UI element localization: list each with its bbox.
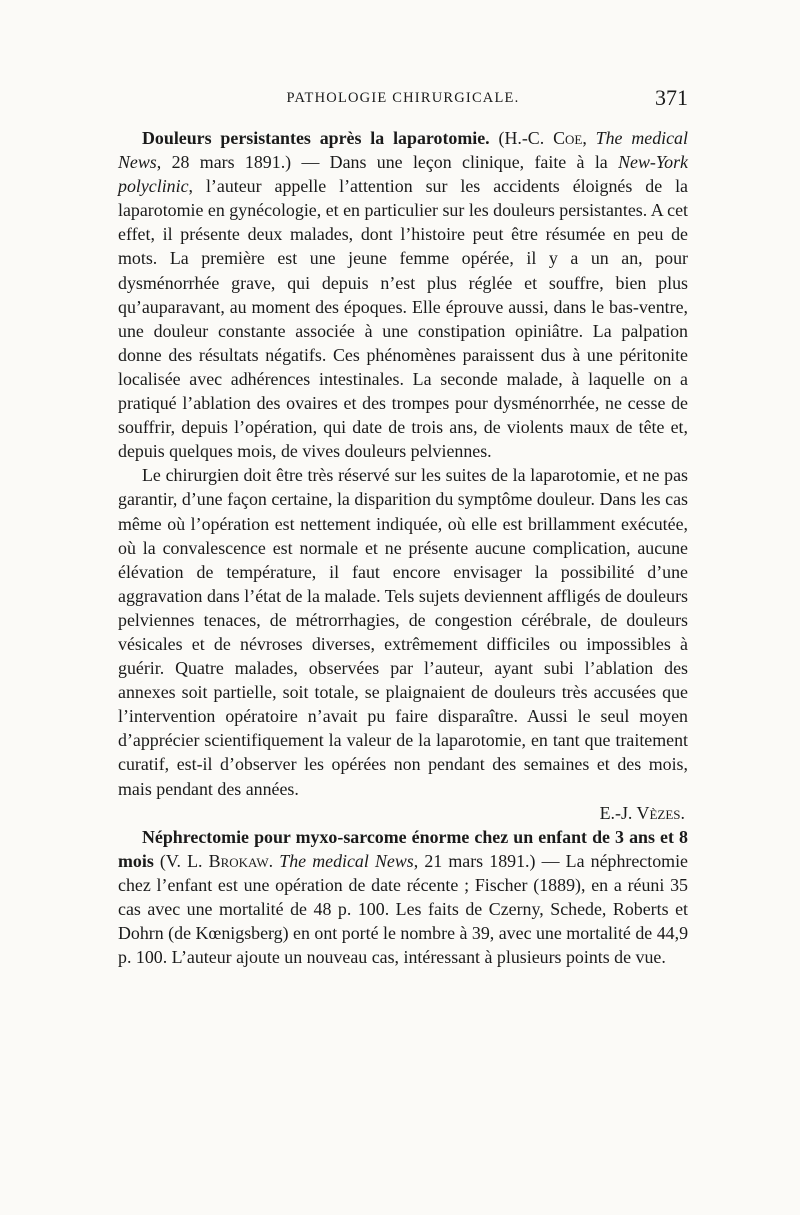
citation-author: Brokaw [208, 850, 269, 871]
citation-date: , 28 mars 1891.) — Dans une leçon clinique, faite à la [156, 152, 619, 173]
article-paragraph: Le chirurgien doit être très réservé sur les suites de la laparotomie, et ne pas garantir, d’une façon certaine, la disparition du symptôme douleur. Dans les cas même où l’opération est nettement indiquée, où elle est brillamment exécutée, où la convalescence est normale et ne présente aucune complication, aucune élévation de température, il faut encore envisager la possibilité d’une aggravation dans l’état de la malade. Tels sujets deviennent affligés de douleurs pelviennes tenaces, de métrorrhagies, de congestion cérébrale, de douleurs vésicales et de névroses diverses, extrêmement difficiles ou impossibles à guérir. Quatre malades, observées par l’auteur, ayant subi l’ablation des annexes soit partielle, soit totale, se plaignaient de douleurs très accusées que l’intervention opératoire n’avait pu faire disparaître. Aussi le seul moyen d’apprécier scientifiquement la valeur de la laparotomie, en tant que traitement curatif, est-il d’observer les opérées non pendant des semaines et des mois, mais pendant des années. [118, 465, 688, 799]
citation-separator: . [268, 850, 280, 871]
running-head: PATHOLOGIE CHIRURGICALE. [286, 90, 520, 106]
body-text [118, 126, 688, 969]
citation-journal: The medical News [279, 850, 414, 871]
page-number: 371 [655, 85, 688, 110]
paragraph-text: , 21 mars 1891.) — La néphrectomie chez l’enfant est une opération de date récente ; Fischer (1889), en a réuni 35 cas avec une mortalité de 48 p. 100. Les faits de Czerny, Schede, Roberts et Dohrn (de Kœnigsberg) en ont porté le nombre à 39, avec une mortalité de 44,9 p. 100. L’auteur ajoute un nouveau cas, intéressant à plusieurs points de vue. [118, 850, 689, 968]
article-paragraph [118, 126, 688, 463]
institution-name: New-York polyclinic [118, 152, 688, 197]
article-paragraph [118, 825, 688, 970]
paragraph-text: , l’auteur appelle l’attention sur les accidents éloignés de la laparotomie en gynécologie, et en particulier sur les douleurs persistantes. A cet effet, il présente deux malades, dont l’histoire peut être résumée en peu de mots. La première est une jeune femme opérée, il y a un an, pour dysménorrhée grave, qui depuis n’est plus réglée et souffre, bien plus qu’auparavant, au moment des époques. Elle éprouve aussi, dans le bas-ventre, une douleur constante associée à une constipation opiniâtre. La palpation donne des résultats négatifs. Ces phénomènes paraissent dus à une péritonite localisée avec adhérences intestinales. La seconde malade, à laquelle on a pratiqué l’ablation des ovaires et des trompes pour dysménorrhée, ne cesse de souffrir, depuis l’opération, qui date de trois ans, de violents maux de tête et, depuis quelques mois, de vives douleurs pelviennes. [118, 176, 688, 462]
citation-author: Coe [553, 128, 583, 148]
article-signature: E.-J. Vèzes. [599, 802, 685, 823]
article-title: Douleurs persistantes après la laparotomie. [142, 128, 490, 148]
citation-open: (V. L. [153, 850, 209, 871]
citation-journal: The medical News [118, 128, 688, 173]
page-header [118, 85, 688, 114]
citation-separator: , [582, 128, 596, 148]
citation-open: (H.-C. [489, 128, 554, 148]
article-nephrectomie [118, 825, 688, 970]
article-douleurs-persistantes [118, 126, 688, 825]
article-title: Néphrectomie pour myxo-sarcome énorme chez un enfant de 3 ans et 8 mois [118, 826, 688, 871]
